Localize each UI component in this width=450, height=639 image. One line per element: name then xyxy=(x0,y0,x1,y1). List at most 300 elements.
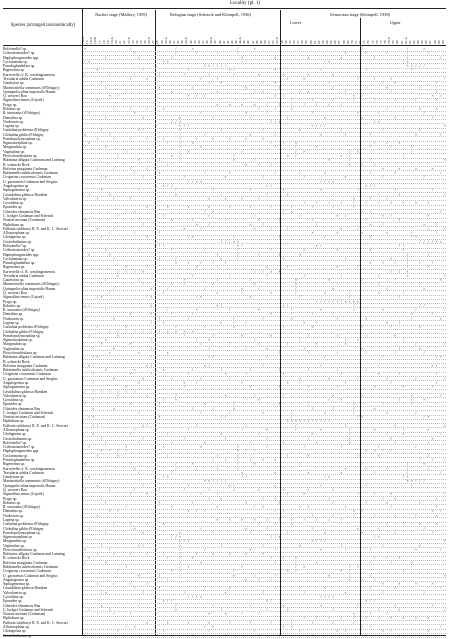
species-name: C. hodgei Cushman and Schenck xyxy=(3,213,54,218)
occurrence-mark: / xyxy=(440,94,442,99)
occurrence-mark: / xyxy=(196,51,198,56)
species-name: Elphidium sp. xyxy=(3,222,25,227)
occurrence-mark: × xyxy=(166,350,169,355)
occurrence-mark: / xyxy=(154,192,156,197)
occurrence-mark: × xyxy=(303,76,306,81)
occurrence-mark: × xyxy=(377,535,380,540)
occurrence-mark: / xyxy=(386,376,388,381)
occurrence-mark: / xyxy=(278,235,280,240)
occurrence-mark: / xyxy=(303,419,305,424)
occurrence-mark: × xyxy=(241,470,244,475)
occurrence-mark: / xyxy=(229,205,231,210)
occurrence-mark: × xyxy=(141,376,144,381)
occurrence-mark: / xyxy=(398,243,400,248)
occurrence-mark: × xyxy=(83,462,87,467)
occurrence-mark: × xyxy=(394,81,397,86)
occurrence-mark: / xyxy=(423,479,425,484)
occurrence-mark: / xyxy=(196,295,198,300)
occurrence-mark: / xyxy=(374,513,376,518)
occurrence-mark: / xyxy=(369,171,371,176)
occurrence-mark: / xyxy=(407,55,409,60)
occurrence-mark: × xyxy=(179,539,182,544)
occurrence-mark: / xyxy=(278,385,280,390)
occurrence-mark: / xyxy=(431,530,433,535)
occurrence-mark: / xyxy=(316,299,318,304)
locality-title: Locality (pl. 1) xyxy=(230,1,261,6)
species-name: Ceratobulimina sp. xyxy=(3,633,32,638)
occurrence-mark: / xyxy=(258,342,260,347)
occurrence-mark: / xyxy=(225,261,227,266)
occurrence-mark: / xyxy=(382,128,384,133)
occurrence-mark: × xyxy=(274,496,277,501)
occurrence-mark: / xyxy=(84,59,86,64)
occurrence-mark: / xyxy=(332,500,334,505)
occurrence-mark: / xyxy=(171,440,173,445)
occurrence-mark: × xyxy=(315,145,318,150)
species-name: Marginulina sp. xyxy=(3,145,27,150)
locality-column-id: 42 xyxy=(225,40,230,44)
occurrence-mark: / xyxy=(266,102,268,107)
occurrence-mark: × xyxy=(166,620,169,625)
occurrence-mark: / xyxy=(353,308,355,313)
occurrence-mark: / xyxy=(254,505,256,510)
species-name: Pullenia salisburyi R. E. and K. C. Stewart xyxy=(3,423,68,428)
occurrence-mark: / xyxy=(361,209,363,214)
species-name: Martinottiella communis (d'Orbigny) xyxy=(3,85,60,90)
occurrence-mark: / xyxy=(299,505,301,510)
occurrence-mark: / xyxy=(150,372,152,377)
occurrence-mark: × xyxy=(418,106,422,111)
occurrence-mark: / xyxy=(138,603,140,608)
occurrence-mark: / xyxy=(192,633,194,638)
occurrence-mark: / xyxy=(187,235,189,240)
occurrence-mark: / xyxy=(192,595,194,599)
occurrence-mark: × xyxy=(228,102,231,107)
species-name: Ceratobulimina sp. xyxy=(3,239,32,244)
occurrence-mark: / xyxy=(216,278,218,283)
occurrence-mark: / xyxy=(369,586,371,591)
occurrence-mark: / xyxy=(274,547,276,552)
occurrence-mark: × xyxy=(141,269,144,274)
occurrence-mark: / xyxy=(258,432,260,437)
occurrence-mark: × xyxy=(220,432,223,437)
occurrence-mark: × xyxy=(228,68,231,73)
species-name: Cyclammina sp. xyxy=(3,59,28,64)
occurrence-mark: / xyxy=(179,154,181,159)
occurrence-mark: × xyxy=(158,586,161,591)
species-name: Bulimina alligata Cushman and Laiming xyxy=(3,552,65,557)
occurrence-mark: / xyxy=(196,552,198,557)
occurrence-mark: × xyxy=(418,325,422,330)
occurrence-mark: × xyxy=(319,547,322,552)
occurrence-mark: × xyxy=(307,505,310,510)
occurrence-mark: / xyxy=(411,398,413,403)
occurrence-mark: × xyxy=(315,243,318,248)
occurrence-mark: × xyxy=(385,410,389,415)
occurrence-mark: / xyxy=(150,321,152,325)
occurrence-mark: × xyxy=(104,590,107,595)
occurrence-mark: / xyxy=(278,350,280,355)
occurrence-mark: / xyxy=(291,205,293,210)
occurrence-mark: / xyxy=(411,483,413,488)
occurrence-mark: × xyxy=(303,149,306,154)
occurrence-mark: / xyxy=(328,398,330,403)
occurrence-mark: / xyxy=(245,475,247,480)
occurrence-mark: × xyxy=(137,158,140,163)
locality-column-id: 68 xyxy=(341,40,346,44)
occurrence-mark: / xyxy=(287,530,289,535)
occurrence-mark: / xyxy=(378,616,380,621)
occurrence-mark: / xyxy=(440,393,442,398)
occurrence-mark: / xyxy=(436,505,438,510)
occurrence-mark: / xyxy=(113,106,115,111)
occurrence-mark: / xyxy=(92,380,94,385)
refugian-stage-header: Refugian stage (Schenck and Kleinpell, 1936) xyxy=(170,12,251,17)
occurrence-mark: / xyxy=(427,226,429,231)
occurrence-mark: × xyxy=(117,333,120,338)
occurrence-mark: / xyxy=(436,355,438,360)
occurrence-mark: / xyxy=(245,321,247,325)
occurrence-mark: × xyxy=(398,192,401,197)
occurrence-mark: / xyxy=(183,385,185,390)
occurrence-mark: × xyxy=(410,312,413,317)
occurrence-mark: × xyxy=(377,453,380,458)
occurrence-mark: / xyxy=(436,81,438,86)
species-name: Karreriella cf. K. washingtonensis xyxy=(3,72,55,77)
occurrence-mark: / xyxy=(307,333,309,338)
occurrence-mark: / xyxy=(129,552,132,557)
occurrence-mark: / xyxy=(262,128,264,133)
occurrence-mark: / xyxy=(212,261,214,266)
occurrence-mark: / xyxy=(369,184,371,188)
locality-column-id: 16-A xyxy=(89,37,94,44)
occurrence-mark: / xyxy=(154,111,156,116)
occurrence-mark: / xyxy=(283,440,285,445)
occurrence-mark: × xyxy=(100,449,103,454)
occurrence-mark: / xyxy=(270,184,272,188)
occurrence-mark: × xyxy=(365,599,368,604)
occurrence-mark: × xyxy=(402,201,405,206)
occurrence-mark: / xyxy=(146,136,148,141)
occurrence-mark: × xyxy=(299,376,302,381)
occurrence-mark: / xyxy=(398,398,400,403)
occurrence-mark: × xyxy=(286,154,289,159)
locality-column-id: 27 xyxy=(151,40,156,44)
occurrence-mark: / xyxy=(196,380,198,385)
occurrence-mark: × xyxy=(133,526,136,531)
occurrence-mark: / xyxy=(183,436,185,441)
occurrence-mark: × xyxy=(249,385,252,390)
occurrence-mark: × xyxy=(319,188,322,193)
occurrence-mark: / xyxy=(299,380,301,385)
occurrence-mark: / xyxy=(299,47,301,51)
occurrence-mark: / xyxy=(262,316,264,321)
occurrence-mark: / xyxy=(175,51,177,56)
occurrence-mark: × xyxy=(340,470,343,475)
occurrence-mark: / xyxy=(200,410,202,415)
occurrence-mark: / xyxy=(378,445,380,450)
occurrence-mark: × xyxy=(83,547,87,552)
occurrence-mark: × xyxy=(286,192,289,197)
occurrence-mark: / xyxy=(163,475,165,480)
occurrence-mark: / xyxy=(134,586,136,591)
species-name: B. schencki Beck xyxy=(3,556,30,561)
occurrence-mark: / xyxy=(216,466,218,471)
occurrence-mark: / xyxy=(96,552,98,557)
occurrence-mark: × xyxy=(356,526,360,531)
occurrence-mark: / xyxy=(254,269,256,274)
locality-column-id: 46 xyxy=(246,40,251,44)
occurrence-mark: / xyxy=(196,423,198,428)
occurrence-mark: / xyxy=(311,218,314,223)
species-name: Elphidium sp. xyxy=(3,616,25,621)
occurrence-mark: / xyxy=(386,286,388,291)
species-name: Bolivinella? sp. xyxy=(3,47,27,51)
occurrence-mark: / xyxy=(262,222,264,227)
occurrence-mark: / xyxy=(179,569,181,574)
occurrence-mark: × xyxy=(170,633,173,638)
occurrence-mark: × xyxy=(344,590,347,595)
occurrence-mark: / xyxy=(175,256,177,261)
locality-column-id: 84 xyxy=(416,40,421,44)
species-name: Textularia adalta Cushman xyxy=(3,273,44,278)
occurrence-mark: / xyxy=(374,470,376,475)
occurrence-mark: × xyxy=(154,51,157,56)
occurrence-mark: / xyxy=(179,560,181,565)
species-name: Q. weaveri Rau xyxy=(3,291,27,296)
occurrence-grid xyxy=(83,47,446,638)
occurrence-mark: × xyxy=(216,291,219,296)
species-column-title: Species (arranged taxonomically) xyxy=(10,23,76,28)
occurrence-mark: × xyxy=(311,539,314,544)
occurrence-mark: × xyxy=(294,282,298,287)
occurrence-mark: / xyxy=(307,350,309,355)
occurrence-mark: / xyxy=(415,479,417,484)
species-name: Gaudryina sp. xyxy=(3,475,25,480)
occurrence-mark: × xyxy=(394,171,397,176)
occurrence-mark: / xyxy=(349,428,351,433)
occurrence-mark: / xyxy=(187,539,189,544)
occurrence-mark: / xyxy=(274,535,276,540)
occurrence-mark: × xyxy=(323,586,326,591)
occurrence-mark: / xyxy=(237,458,239,462)
occurrence-mark: / xyxy=(129,492,132,497)
occurrence-mark: × xyxy=(245,577,248,582)
occurrence-mark: / xyxy=(303,590,305,595)
species-name: Textularia adalta Cushman xyxy=(3,76,44,81)
occurrence-mark: / xyxy=(129,76,132,81)
occurrence-mark: × xyxy=(278,269,281,274)
occurrence-mark: × xyxy=(170,282,173,287)
occurrence-mark: / xyxy=(183,72,185,77)
occurrence-mark: / xyxy=(266,517,268,522)
occurrence-mark: × xyxy=(125,445,128,450)
locality-column-id: 59 xyxy=(304,40,309,44)
occurrence-mark: / xyxy=(390,380,392,385)
occurrence-mark: × xyxy=(348,577,351,582)
locality-column-id: 79 xyxy=(391,40,396,44)
occurrence-mark: / xyxy=(283,209,285,214)
occurrence-mark: / xyxy=(138,218,140,223)
occurrence-mark: / xyxy=(427,239,429,244)
occurrence-mark: / xyxy=(105,308,107,313)
occurrence-mark: / xyxy=(138,278,140,283)
occurrence-mark: × xyxy=(356,111,360,116)
occurrence-mark: / xyxy=(163,398,165,403)
occurrence-mark: / xyxy=(419,500,421,505)
occurrence-mark: / xyxy=(237,256,239,261)
occurrence-mark: × xyxy=(406,269,409,274)
occurrence-mark: × xyxy=(108,350,111,355)
locality-column-id: 66 xyxy=(333,40,338,44)
occurrence-mark: × xyxy=(344,342,347,347)
occurrence-mark: / xyxy=(154,526,156,531)
occurrence-mark: / xyxy=(96,325,98,330)
occurrence-mark: / xyxy=(353,513,355,518)
locality-column-id: 22 xyxy=(122,40,127,44)
header-rule xyxy=(3,45,446,46)
occurrence-mark: × xyxy=(245,162,248,167)
occurrence-mark: × xyxy=(410,479,413,484)
occurrence-mark: × xyxy=(402,616,405,621)
occurrence-mark: × xyxy=(83,218,87,223)
occurrence-mark: × xyxy=(323,410,326,415)
occurrence-mark: / xyxy=(374,535,376,540)
occurrence-mark: / xyxy=(208,629,210,634)
species-name: Buliminella subfusiformis Cushman xyxy=(3,565,59,570)
occurrence-mark: / xyxy=(436,496,438,501)
occurrence-mark: / xyxy=(316,419,318,424)
occurrence-mark: / xyxy=(101,282,103,287)
occurrence-mark: / xyxy=(249,278,251,283)
occurrence-mark: / xyxy=(390,560,392,565)
occurrence-mark: / xyxy=(158,402,160,407)
occurrence-mark: × xyxy=(257,633,260,638)
occurrence-mark: × xyxy=(154,162,157,167)
occurrence-mark: × xyxy=(203,363,207,368)
occurrence-mark: × xyxy=(406,273,409,278)
species-name: Cribrostomoides? sp. xyxy=(3,445,36,450)
occurrence-mark: / xyxy=(316,616,318,621)
occurrence-mark: / xyxy=(274,94,276,99)
occurrence-mark: × xyxy=(394,333,397,338)
occurrence-mark: / xyxy=(332,192,334,197)
occurrence-mark: / xyxy=(167,577,169,582)
species-name: Plectofrondicularia sp. xyxy=(3,350,38,355)
occurrence-mark: × xyxy=(232,239,235,244)
occurrence-mark: × xyxy=(390,256,393,261)
species-name: Gyroidina sp. xyxy=(3,201,24,206)
occurrence-mark: / xyxy=(117,94,119,99)
occurrence-mark: × xyxy=(286,380,289,385)
occurrence-mark: / xyxy=(328,595,330,599)
occurrence-mark: / xyxy=(245,59,247,64)
occurrence-mark: / xyxy=(204,325,206,330)
lower-subheader: Lower xyxy=(290,20,302,25)
occurrence-mark: × xyxy=(431,436,434,441)
occurrence-mark: × xyxy=(356,565,360,570)
occurrence-mark: / xyxy=(212,64,214,69)
occurrence-mark: × xyxy=(141,530,144,535)
species-name: Robulus sp. xyxy=(3,106,21,111)
occurrence-mark: × xyxy=(274,81,277,86)
occurrence-mark: × xyxy=(249,547,252,552)
occurrence-mark: / xyxy=(365,368,367,373)
locality-column-id: 45 xyxy=(242,40,247,44)
occurrence-mark: / xyxy=(394,278,396,283)
occurrence-mark: / xyxy=(167,184,169,188)
occurrence-mark: / xyxy=(328,81,330,86)
occurrence-mark: / xyxy=(311,620,314,625)
occurrence-mark: × xyxy=(174,329,178,334)
occurrence-mark: × xyxy=(402,248,405,253)
occurrence-mark: × xyxy=(340,398,343,403)
occurrence-mark: × xyxy=(145,205,149,210)
occurrence-mark: × xyxy=(385,500,389,505)
occurrence-mark: / xyxy=(336,282,338,287)
occurrence-mark: / xyxy=(382,222,384,227)
occurrence-mark: / xyxy=(109,329,111,334)
occurrence-mark: / xyxy=(220,607,223,612)
occurrence-mark: / xyxy=(386,51,388,56)
species-name: Eponides sp. xyxy=(3,599,23,604)
occurrence-mark: × xyxy=(150,312,153,317)
occurrence-mark: / xyxy=(88,333,90,338)
occurrence-mark: / xyxy=(423,175,425,180)
occurrence-mark: / xyxy=(332,406,334,411)
occurrence-mark: / xyxy=(369,573,371,578)
occurrence-mark: / xyxy=(303,616,305,621)
occurrence-mark: / xyxy=(146,166,148,171)
occurrence-mark: / xyxy=(270,556,272,561)
species-name: Martinottiella communis (d'Orbigny) xyxy=(3,479,60,484)
occurrence-mark: / xyxy=(369,145,371,150)
occurrence-mark: / xyxy=(175,393,177,398)
occurrence-mark: × xyxy=(427,428,430,433)
occurrence-mark: × xyxy=(398,141,401,146)
occurrence-mark: × xyxy=(100,603,103,608)
occurrence-mark: / xyxy=(340,273,342,278)
occurrence-mark: / xyxy=(303,102,305,107)
occurrence-mark: × xyxy=(129,372,132,377)
occurrence-mark: / xyxy=(287,492,289,497)
occurrence-mark: / xyxy=(138,410,140,415)
occurrence-mark: / xyxy=(361,278,363,283)
occurrence-mark: × xyxy=(249,132,252,137)
occurrence-mark: × xyxy=(179,535,182,540)
occurrence-mark: × xyxy=(154,243,157,248)
occurrence-mark: / xyxy=(101,389,103,394)
occurrence-mark: × xyxy=(257,72,260,77)
occurrence-mark: × xyxy=(373,428,376,433)
species-name: Martinottiella communis (d'Orbigny) xyxy=(3,282,60,287)
occurrence-mark: × xyxy=(88,252,91,257)
occurrence-mark: × xyxy=(92,423,95,428)
occurrence-mark: × xyxy=(253,226,256,231)
occurrence-mark: / xyxy=(274,158,276,163)
occurrence-mark: / xyxy=(204,286,206,291)
occurrence-mark: / xyxy=(378,607,380,612)
occurrence-mark: / xyxy=(398,269,400,274)
occurrence-mark: × xyxy=(414,616,417,621)
occurrence-mark: / xyxy=(150,346,152,351)
occurrence-mark: / xyxy=(179,547,181,552)
occurrence-mark: × xyxy=(257,218,260,223)
occurrence-mark: × xyxy=(170,569,173,574)
occurrence-mark: / xyxy=(349,158,351,163)
occurrence-mark: / xyxy=(303,201,305,206)
occurrence-mark: × xyxy=(166,59,169,64)
